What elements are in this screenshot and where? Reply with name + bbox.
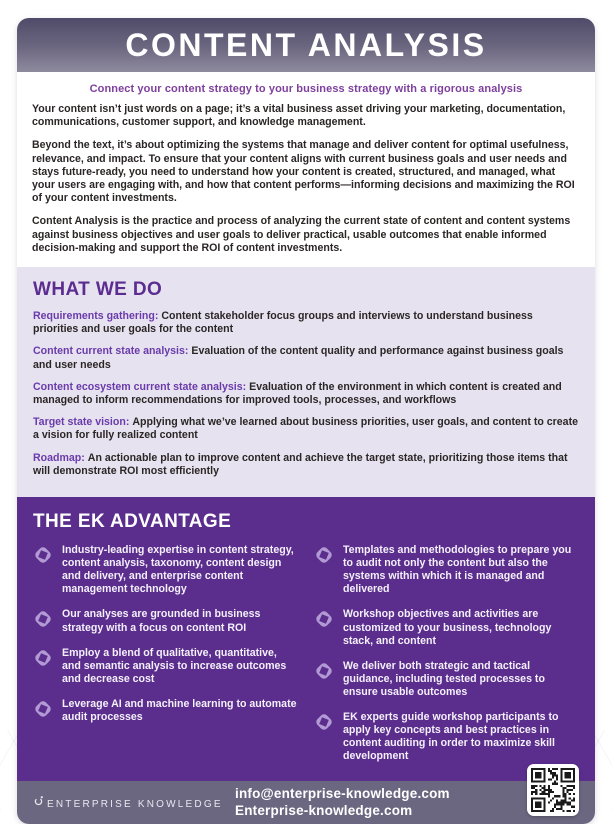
ek-cube-icon: [314, 544, 334, 596]
advantage-item: [314, 711, 579, 763]
advantage-item: [314, 608, 579, 647]
page-title: CONTENT ANALYSIS: [125, 26, 487, 63]
header-banner: [17, 18, 595, 72]
advantage-columns: [33, 544, 579, 775]
service-item: [33, 345, 579, 371]
ek-advantage-section: [17, 497, 595, 781]
service-item-lead: Content current state analysis:: [33, 345, 189, 358]
advantage-item-text: Our analyses are grounded in business strategy with a focus on content ROI: [62, 608, 261, 634]
service-item-text: Content stakeholder focus groups and interviews to understand business priorities and user goals for the content: [33, 310, 533, 336]
ek-cube-icon: [33, 698, 53, 724]
service-item-text: Evaluation of the content quality and performance against business goals and user needs: [33, 345, 564, 371]
contact-website[interactable]: Enterprise-knowledge.com: [235, 802, 413, 818]
ek-cube-icon: [33, 608, 53, 634]
service-item-lead: Target state vision:: [33, 416, 130, 429]
enterprise-knowledge-logo: [33, 795, 223, 810]
service-item: [33, 381, 579, 407]
advantage-item-text: Templates and methodologies to prepare you to audit not only the content but also the systems within which it is managed and delivered: [343, 544, 572, 596]
advantage-item: [33, 698, 298, 724]
ek-cube-icon: [33, 544, 53, 596]
intro-paragraph: Beyond the text, it’s about optimizing the systems that manage and deliver content for optimal usefulness, relevance, and impact. To ensure that your content aligns with current business goals and user needs and stays future-ready, you need to understand how your content is created, structured, and managed, what your users are engaging with, and how that content performs—informing decisions and maximizing the ROI of your content investments.: [32, 139, 575, 205]
what-we-do-heading: WHAT WE DO: [33, 279, 163, 301]
contact-block: [223, 786, 579, 819]
advantage-item-text: Workshop objectives and activities are customized to your business, technology stack, and content: [343, 608, 552, 647]
ek-cube-icon: [314, 608, 334, 647]
advantage-item-text: Employ a blend of qualitative, quantitative, and semantic analysis to increase outcomes and decrease cost: [62, 646, 287, 685]
service-item-lead: Content ecosystem current state analysis:: [33, 380, 247, 393]
advantage-item-text: Leverage AI and machine learning to automate audit processes: [62, 697, 297, 723]
qr-code[interactable]: [527, 764, 579, 816]
footer-bar: [17, 781, 595, 824]
service-item-text: Applying what we’ve learned about business priorities, user goals, and content to create a vision for fully realized content: [33, 416, 578, 442]
service-item: [33, 416, 579, 442]
advantage-item: [33, 647, 298, 686]
ek-cube-icon: [314, 711, 334, 763]
ek-advantage-heading: THE EK ADVANTAGE: [33, 511, 232, 533]
service-item: [33, 310, 579, 336]
ek-ring-icon: [33, 795, 44, 806]
service-item-text: An actionable plan to improve content and achieve the target state, prioritizing those items that will demonstrate ROI most efficiently: [33, 451, 568, 477]
advantage-item: [314, 544, 579, 596]
advantage-item-text: We deliver both strategic and tactical guidance, including tested processes to ensure usable outcomes: [343, 659, 545, 698]
service-item-lead: Roadmap:: [33, 451, 85, 464]
logo-wordmark: ENTERPRISE KNOWLEDGE: [47, 799, 223, 811]
service-item-text: Evaluation of the environment in which content is created and managed to inform recommendations for improved tools, processes, and workflows: [33, 380, 562, 407]
advantage-item: [33, 608, 298, 634]
intro-paragraph: Your content isn’t just words on a page; it’s a vital business asset driving your marketing, documentation, communications, customer support, and knowledge management.: [32, 103, 566, 129]
advantage-item-text: EK experts guide workshop participants to apply key concepts and best practices in content auditing in order to maximize skill development: [343, 711, 559, 763]
advantage-item: [314, 660, 579, 699]
advantage-right-column: [314, 544, 579, 775]
intro-section: [17, 72, 595, 267]
tagline: Connect your content strategy to your business strategy with a rigorous analysis: [89, 83, 523, 95]
advantage-left-column: [33, 544, 298, 775]
flyer-card: [17, 18, 595, 824]
contact-email[interactable]: info@enterprise-knowledge.com: [235, 786, 450, 802]
intro-paragraph: Content Analysis is the practice and process of analyzing the current state of content and content systems against business objectives and user goals to deliver practical, usable outcomes that enable informed decision-making and support the ROI of content investments.: [32, 215, 571, 254]
ek-cube-icon: [314, 660, 334, 699]
ek-cube-icon: [33, 647, 53, 686]
service-item: [33, 452, 579, 478]
advantage-item-text: Industry-leading expertise in content strategy, content analysis, taxonomy, content design and delivery, and enterprise content management technology: [62, 544, 294, 596]
service-item-lead: Requirements gathering:: [33, 310, 159, 323]
what-we-do-section: [17, 267, 595, 497]
advantage-item: [33, 544, 298, 596]
